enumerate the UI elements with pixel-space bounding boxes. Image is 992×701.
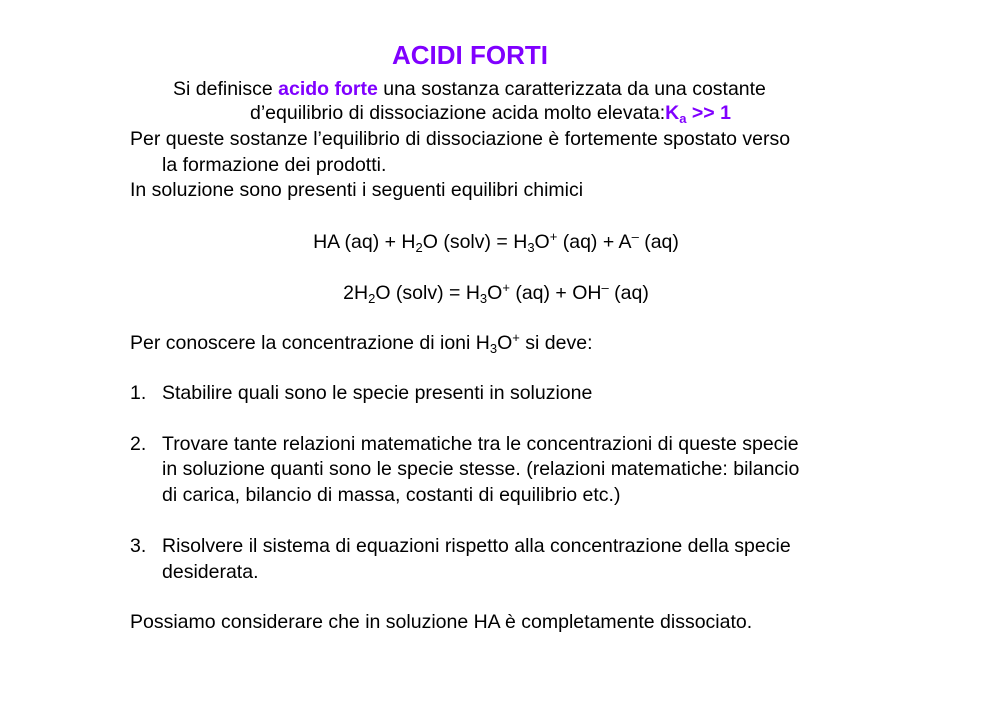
step-3-line-2: desiderata.: [162, 561, 259, 583]
intro-text-2: d’equilibrio di dissociazione acida molto elevata:: [250, 102, 666, 124]
intro-highlight: acido forte: [278, 78, 378, 100]
step-1: [130, 381, 592, 405]
intro-line-1: [173, 77, 766, 101]
equation-2: $2H_2O$ (solv) = $H_3O^+$ (aq) + OH– (aq): [343, 280, 649, 306]
step-3: [130, 534, 791, 558]
conclusion: Possiamo considerare che in soluzione HA è completamente dissociato.: [130, 611, 753, 633]
equation-1: HA $(aq) + H_2O$ (solv) = $H_3O^+$ (aq) + A– (aq): [313, 229, 679, 255]
intro-line-2: [250, 101, 731, 125]
paragraph2: In soluzione sono presenti i seguenti equilibri chimici: [130, 179, 584, 201]
step-number: 1.: [130, 382, 147, 404]
paragraph1-line2: la formazione dei prodotti.: [162, 154, 387, 176]
step-number: 3.: [130, 535, 147, 557]
step-text: Trovare tante relazioni matematiche tra le concentrazioni di queste specie: [162, 433, 799, 455]
step-2-line-2: in soluzione quanti sono le specie stesse. (relazioni matematiche: bilancio: [162, 458, 800, 480]
page-title: ACIDI FORTI: [392, 40, 548, 70]
question: Per conoscere la concentrazione di ioni $H_3O^+$ si deve:: [130, 330, 593, 356]
step-text: Risolvere il sistema di equazioni rispetto alla concentrazione della specie: [162, 535, 791, 557]
intro-text-cont: una sostanza caratterizzata da una costante: [377, 78, 766, 100]
paragraph1-line1: Per queste sostanze l’equilibrio di dissociazione è fortemente spostato verso: [130, 128, 791, 150]
ka-symbol: $K_a >> 1$: [665, 102, 731, 126]
step-2: [130, 432, 799, 456]
step-text: Stabilire quali sono le specie presenti in soluzione: [162, 382, 593, 404]
intro-text: Si definisce: [173, 78, 279, 100]
step-number: 2.: [130, 433, 147, 455]
step-2-line-3: di carica, bilancio di massa, costanti di equilibrio etc.): [162, 484, 621, 506]
